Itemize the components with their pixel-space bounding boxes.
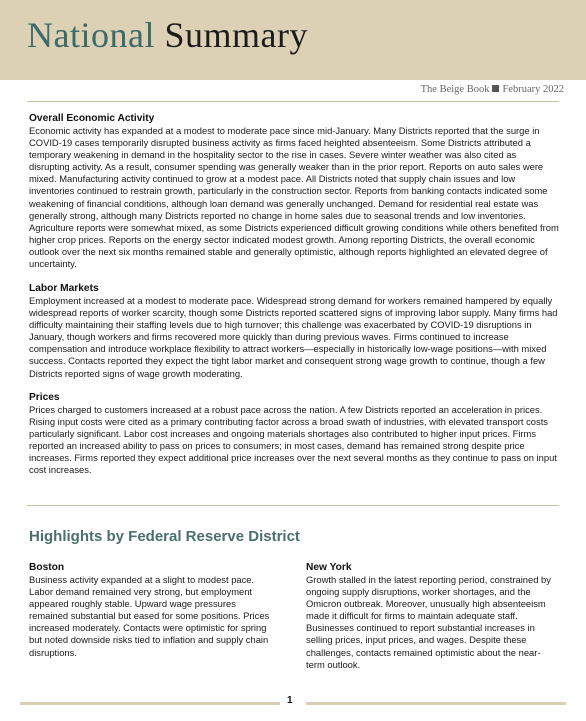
section-body: Prices charged to customers increased at a robust pace across the nation. A few Districts reported an acceleration in prices. Rising input costs were cited as a primary contributing factor across a broad swath of industries, with elevated transport costs particularly significant. Labor cost increases and ongoing materials shortages also contributed to higher input prices. Firms reported an increased ability to pass on prices to consumers; in most cases, demand has remained strong despite price increases. Firms reported they expect additional price increases over the next several months as they continue to pass on input cost increases. bbox=[29, 404, 557, 476]
square-separator-icon bbox=[492, 85, 499, 92]
section-heading: Labor Markets bbox=[29, 283, 99, 294]
district-boston bbox=[29, 562, 275, 659]
page-title-word2: Summary bbox=[164, 15, 308, 55]
footer-rule-right bbox=[306, 702, 566, 705]
title-banner bbox=[0, 0, 586, 80]
footer-rule-left bbox=[20, 702, 280, 705]
highlights-title: Highlights by Federal Reserve District bbox=[29, 528, 300, 545]
page-title-word1: National bbox=[27, 15, 155, 55]
district-name: Boston bbox=[29, 562, 65, 573]
district-name: New York bbox=[306, 562, 352, 573]
highlights-rule bbox=[27, 505, 559, 506]
district-body: Growth stalled in the latest reporting period, constrained by ongoing supply disruptions, worker shortages, and the Omicron outbreak. Moreover, unusually high absenteeism made it difficult for firms to maintain adequate staff. Businesses continued to report substantial increases in selling prices, input prices, and wages. Despite these challenges, contacts remained optimistic about the near-term outlook. bbox=[306, 574, 551, 670]
section-labor-markets bbox=[29, 283, 559, 380]
header-rule bbox=[27, 101, 559, 102]
page-title bbox=[27, 13, 308, 57]
running-head bbox=[421, 84, 564, 95]
section-heading: Prices bbox=[29, 392, 60, 403]
district-new-york bbox=[306, 562, 552, 671]
running-head-publication: The Beige Book bbox=[420, 84, 490, 95]
section-body: Economic activity has expanded at a modest to moderate pace since mid-January. Many Districts reported that the surge in COVID-19 cases temporarily disrupted business activity as firms faced heighted absenteeism. Some Districts attributed a temporary weakening in demand in the hospitality sector to the rise in cases. Severe winter weather was also cited as disrupting activity. As a result, consumer spending was generally weaker than in the prior report. Reports on auto sales were mixed. Manufacturing activity continued to grow at a modest pace. All Districts noted that supply chain issues and low inventories continued to restrain growth, particularly in the construction sector. Reports from banking contacts indicated some weakening of financial conditions, although loan demand was generally unchanged. Demand for residential real estate was generally strong, although many Districts reported no change in home sales due to seasonal trends and low inventories. Agriculture reports were somewhat mixed, as some Districts experienced difficult growing conditions while others benefited from higher crop prices. Reports on the energy sector indicated modest growth. Among reporting Districts, the overall economic outlook over the next six months remained stable and generally optimistic, although reports highlighted an elevated degree of uncertainty. bbox=[29, 125, 559, 270]
section-body: Employment increased at a modest to moderate pace. Widespread strong demand for workers remained hampered by equally widespread reports of worker scarcity, though some Districts reported scattered signs of improving labor supply. Many firms had difficulty maintaining their staffing levels due to high turnover; this challenge was exacerbated by COVID-19 disruptions in January, though workers and firms recovered more quickly than during previous waves. Firms continued to increase compensation and introduce workplace flexibility to attract workers—especially in historically low-wage positions—with mixed success. Contacts reported they expect the tight labor market and consequent strong wage growth to continue, though a few Districts reported signs of wage growth moderating. bbox=[29, 295, 558, 379]
page-number: 1 bbox=[287, 695, 293, 706]
section-prices bbox=[29, 392, 559, 477]
section-overall-economic-activity bbox=[29, 113, 559, 270]
running-head-date: February 2022 bbox=[502, 84, 564, 95]
section-heading: Overall Economic Activity bbox=[29, 113, 155, 124]
district-body: Business activity expanded at a slight to modest pace. Labor demand remained very strong, but employment appeared roughly stable. Upward wage pressures remained substantial but eased for some positions. Prices increased moderately. Contacts were optimistic for spring but noted downside risks tied to inflation and supply chain disruptions. bbox=[29, 574, 270, 658]
